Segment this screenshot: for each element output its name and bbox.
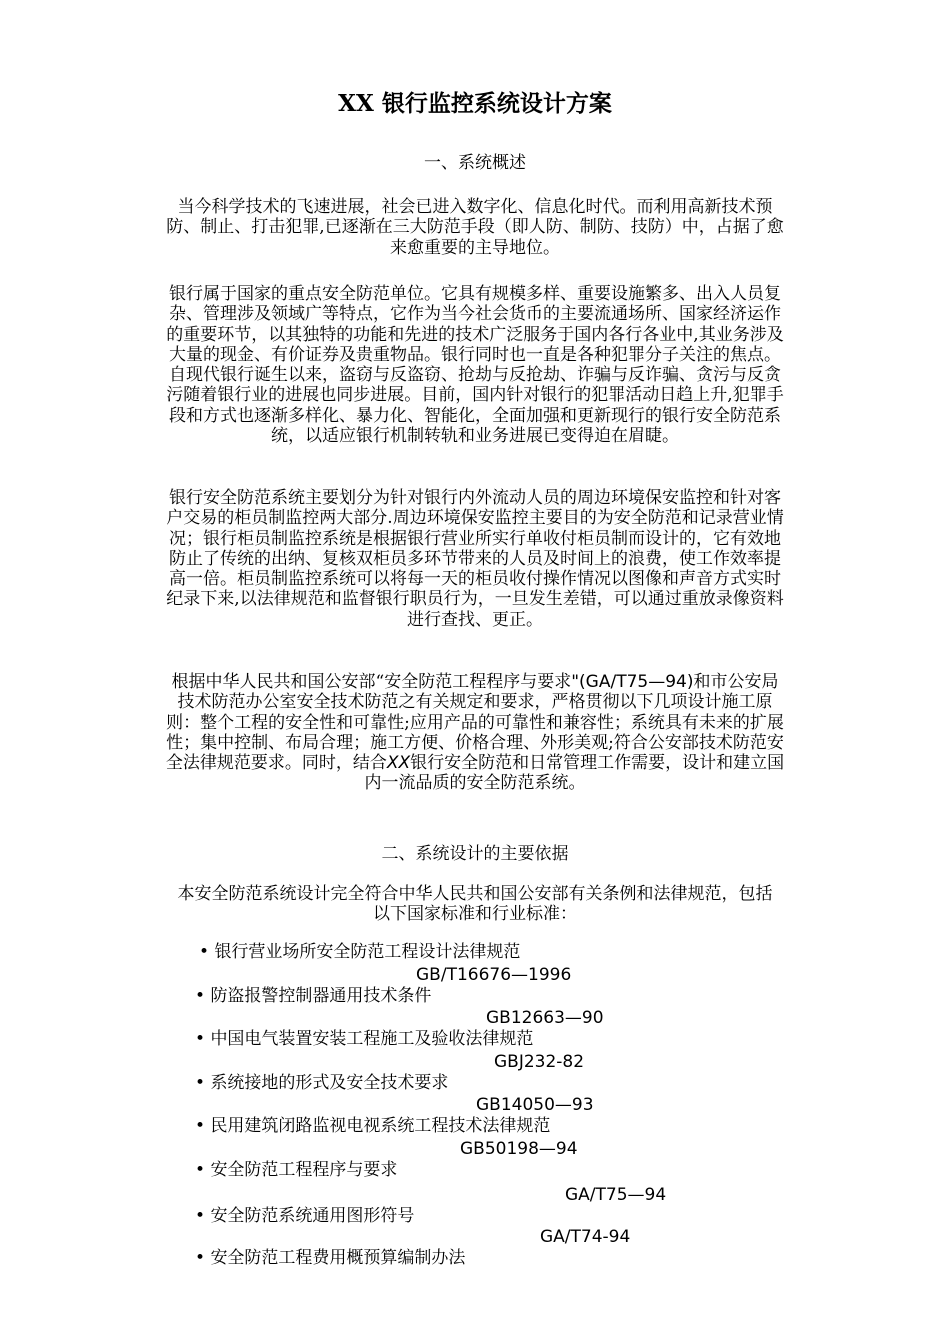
list-item (195, 1159, 397, 1181)
bullet: • (199, 942, 210, 962)
standard-code: GB12663—90 (486, 1008, 604, 1028)
standard-code: GBJ232-82 (494, 1052, 585, 1072)
standard-code-inline: "(GA/T75—94) (571, 672, 694, 692)
bullet: • (195, 1248, 206, 1268)
standard-code: GB/T16676—1996 (416, 965, 572, 985)
standard-title: 安全防范工程程序与要求 (210, 1160, 398, 1180)
standard-title: 防盗报警控制器通用技术条件 (210, 986, 432, 1006)
list-item (199, 941, 520, 963)
paragraph-system-division: 银行安全防范系统主要划分为针对银行内外流动人员的周边环境保安监控和针对客户交易的柜员制监控两大部分.周边环境保安监控主要目的为安全防范和记录营业情况；银行柜员制监控系统是根据银行营业所实行单收付柜员制而设计的，它有效地防止了传统的出纳、复核双柜员多环节带来的人员及时间上的浪费，使工作效率提高一倍。柜员制监控系统可以将每一天的柜员收付操作情况以图像和声音方式实时纪录下来,以法律规范和监督银行职员行为，一旦发生差错，可以通过重放录像资料进行查找、更正。 (166, 488, 784, 630)
section-heading-basis: 二、系统设计的主要依据 (381, 844, 569, 864)
principles-text-b: 和市公安局技术防范办公室安全技术防范之有关规定和要求，严格贯彻以下几项设计施工原则：整个工程的安全性和可靠性;应用产品的可靠性和兼容性；系统具有未来的扩展性；集中控制、布局合理；施工方便、价格合理、外形美观;符合公安部技术防范安全法律规范要求。同时，结合 (165, 672, 784, 774)
standard-code: GB50198—94 (460, 1139, 578, 1159)
standard-title: 中国电气装置安装工程施工及验收法律规范 (210, 1029, 534, 1049)
bullet: • (195, 986, 206, 1006)
standard-title: 民用建筑闭路监视电视系统工程技术法律规范 (210, 1116, 551, 1136)
standard-title: 安全防范系统通用图形符号 (210, 1206, 415, 1226)
standard-code: GA/T74-94 (540, 1227, 631, 1247)
principles-text-a: 根据中华人民共和国公安部“安全防范工程程序与要求 (171, 672, 572, 692)
list-item (195, 1247, 465, 1269)
bullet: • (195, 1029, 206, 1049)
standard-title: 银行营业场所安全防范工程设计法律规范 (214, 942, 521, 962)
document-title: XX 银行监控系统设计方案 (338, 90, 612, 117)
section-heading-overview: 一、系统概述 (424, 153, 526, 173)
paragraph-standards-intro: 本安全防范系统设计完全符合中华人民共和国公安部有关条例和法律规范，包括以下国家标准和行业标准： (177, 884, 773, 925)
standard-title: 安全防范工程费用概预算编制办法 (210, 1248, 466, 1268)
list-item (195, 1072, 448, 1094)
paragraph-bank-security: 银行属于国家的重点安全防范单位。它具有规模多样、重要设施繁多、出入人员复杂、管理涉及领域广等特点，它作为当今社会货币的主要流通场所、国家经济运作的重要环节，以其独特的功能和先进的技术广泛服务于国内各行各业中,其业务涉及大量的现金、有价证券及贵重物品。银行同时也一直是各种犯罪分子关注的焦点。自现代银行诞生以来，盗窃与反盗窃、抢劫与反抢劫、诈骗与反诈骗、贪污与反贪污随着银行业的进展也同步进展。目前，国内针对银行的犯罪活动日趋上升,犯罪手段和方式也逐渐多样化、暴力化、智能化，全面加强和更新现行的银行安全防范系统，以适应银行机制转轨和业务进展已变得迫在眉睫。 (166, 284, 784, 447)
bullet: • (195, 1073, 206, 1093)
list-item (195, 1205, 414, 1227)
paragraph-design-principles (165, 672, 785, 794)
bullet: • (195, 1160, 206, 1180)
bank-name-placeholder: XX (386, 753, 411, 774)
standard-code: GB14050—93 (476, 1095, 594, 1115)
standard-title: 系统接地的形式及安全技术要求 (210, 1073, 449, 1093)
bullet: • (195, 1206, 206, 1226)
list-item (195, 985, 431, 1007)
list-item (195, 1115, 550, 1137)
list-item (195, 1028, 533, 1050)
standard-code: GA/T75—94 (565, 1185, 667, 1205)
bullet: • (195, 1116, 206, 1136)
principles-text-c: 银行安全防范和日常管理工作需要，设计和建立国内一流品质的安全防范系统。 (364, 753, 785, 794)
paragraph-intro: 当今科学技术的飞速进展，社会已进入数字化、信息化时代。而利用高新技术预防、制止、打击犯罪,已逐渐在三大防范手段（即人防、制防、技防）中，占据了愈来愈重要的主导地位。 (166, 197, 784, 258)
